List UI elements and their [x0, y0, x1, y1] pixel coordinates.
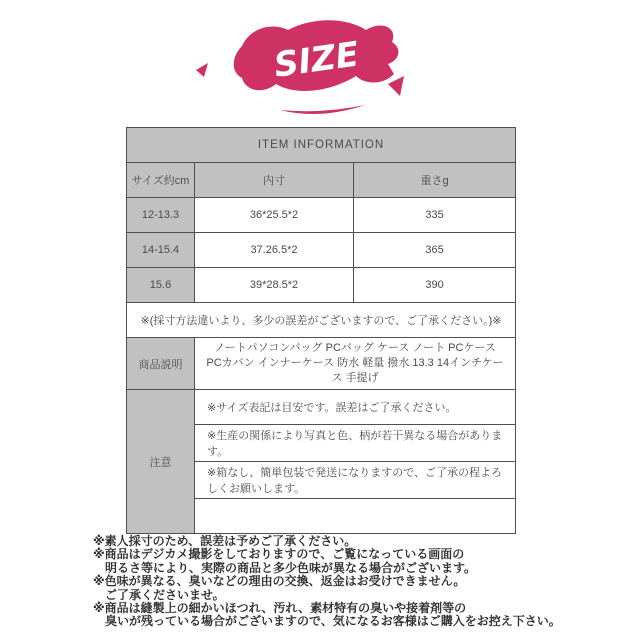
accent-triangle-right	[388, 76, 404, 96]
table-row	[127, 233, 516, 268]
footer-note-line: 明るさ等により、実際の商品と多少色味が異なる場合がございます。	[93, 560, 477, 575]
footer-note-line: ※商品は縫製上の細かいほつれ、汚れ、素材特有の臭いや接着剤等の	[93, 601, 467, 616]
caution-label: 注意	[127, 390, 195, 534]
size-cell: 12-13.3	[127, 198, 195, 233]
caution-item: ※生産の関係により写真と色、柄が若干異なる場合があります。	[195, 425, 516, 462]
description-row	[127, 338, 516, 390]
weight-cell: 365	[354, 233, 516, 268]
item-info-table	[126, 127, 516, 534]
caution-row	[127, 390, 516, 425]
footer-note-line: 臭いが残っている場合がございますので、気になるお客様はご購入をお控え下さい。	[93, 614, 561, 629]
col-header-size: サイズ約cm	[127, 163, 195, 198]
column-header-row	[127, 163, 516, 198]
inner-dimension-cell: 39*28.5*2	[195, 268, 354, 303]
accent-triangle-left	[196, 63, 208, 77]
inner-dimension-cell: 37.26.5*2	[195, 233, 354, 268]
measure-note-row	[127, 303, 516, 338]
footer-note-line: ※商品はデジカメ撮影をしておりますので、ご覧になっている画面の	[93, 547, 465, 562]
size-label: SIZE	[271, 34, 362, 86]
table-title: ITEM INFORMATION	[127, 128, 516, 163]
caution-item	[195, 499, 516, 534]
caution-item: ※箱なし、簡単包装で発送になりますので、ご了承の程よろしくお願いします。	[195, 462, 516, 499]
measure-note: ※(採寸方法違いより、多少の誤差がございますので、ご了承ください。)※	[127, 303, 516, 338]
weight-cell: 335	[354, 198, 516, 233]
col-header-weight: 重さg	[354, 163, 516, 198]
footer-note-line: ※色味が異なる、臭いなどの理由の交換、返金はお受けできません。	[93, 574, 466, 589]
size-cell: 15.6	[127, 268, 195, 303]
table-title-row	[127, 128, 516, 163]
caution-item: ※サイズ表記は目安です。誤差はご了承ください。	[195, 390, 516, 425]
footer-notes	[93, 535, 593, 629]
description-label: 商品説明	[127, 338, 195, 390]
footer-note-line: ご了承くださいませ。	[93, 587, 225, 602]
size-banner	[180, 8, 430, 120]
size-banner-graphic	[180, 8, 430, 120]
footer-note-line: ※素人採寸のため、誤差は予めご了承ください。	[93, 534, 357, 548]
table-row	[127, 268, 516, 303]
swoosh-underline	[280, 105, 365, 114]
weight-cell: 390	[354, 268, 516, 303]
size-cell: 14-15.4	[127, 233, 195, 268]
col-header-inner: 内寸	[195, 163, 354, 198]
description-text: ノートパソコンバッグ PCバッグ ケース ノート PCケース PCカバン インナーケース 防水 軽量 撥水 13.3 14インチケース 手提げ	[195, 338, 516, 390]
inner-dimension-cell: 36*25.5*2	[195, 198, 354, 233]
table-row	[127, 198, 516, 233]
